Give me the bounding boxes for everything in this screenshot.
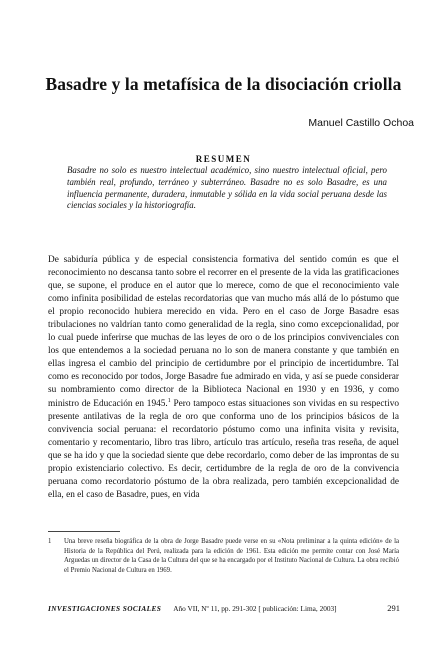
journal-name: INVESTIGACIONES SOCIALES	[48, 604, 162, 613]
article-title: Basadre y la metafísica de la disociación criolla	[45, 74, 402, 94]
page-number: 291	[387, 603, 400, 613]
footnote-number: 1	[48, 538, 52, 545]
body-text-after-note: Pero tampoco estas situaciones son vividas en su respectivo presente antilativas de la regla de oro que conforma uno de los principios básicos de la convivencia social peruana: el recordatorio póstumo como una infinita visita y revisita, comentario y recomentario, libro tras libro, artículo tras artículo, reseña tras reseña, de aquel que se ha ido y que la sociedad siente que debe recordarlo, como deber de las improntas de su propio existenciario colectivo. Es decir, certidumbre de la regla de oro de la convivencia peruana como recordatorio póstumo de la obra realizada, pero también excepcionalidad de ella, en el caso de Basadre, pues, en vida	[48, 398, 399, 500]
abstract-heading: RESUMEN	[195, 154, 252, 164]
body-paragraph	[48, 254, 399, 502]
article-author: Manuel Castillo Ochoa	[308, 117, 414, 129]
body-text-before-note: De sabiduría pública y de especial consistencia formativa del sentido común es que el reconocimiento no descansa tanto sobre el recorrer en el presente de la vida las gratificaciones que, se supone, el produce en el autor que lo merece, como de que el reconocimiento vale como infinita posibilidad de estelas recordatorias que van mucho más allá de lo póstumo que el propio reconocido hubiera merecido en vida. Pero en el caso de Jorge Basadre esas tribulaciones no valdrían tanto como generalidad de la regla, sino como excepcionalidad, por lo cual puede inferirse que muchas de las leyes de oro o de los principios convivenciales con los que entendemos a la sociedad peruana no lo son de manera constante y que también en ellas ingresa el cambio del principio de certidumbre por el principio de incertidumbre. Tal como es reconocido por todos, Jorge Basadre fue admirado en vida, y así se puede considerar su nombramiento como director de la Biblioteca Nacional en 1930 y en 1936, y como ministro de Educación en 1945.	[48, 255, 399, 409]
abstract-text: Basadre no solo es nuestro intelectual académico, sino nuestro intelectual oficial, pero también real, profundo, terráneo y subterráneo. Basadre no es solo Basadre, es una influencia permanente, duradera, inmutable y sólida en la vida social peruana desde las ciencias sociales y la historiografía.	[67, 165, 387, 211]
footnote-reference[interactable]: 1	[167, 397, 171, 404]
footnote-divider	[48, 531, 120, 532]
journal-citation: Año VII, Nº 11, pp. 291-302 [ publicación: Lima, 2003]	[173, 604, 337, 613]
footnote	[48, 537, 399, 575]
page-footer	[48, 603, 400, 613]
footnote-text: Una breve reseña biográfica de la obra de Jorge Basadre puede verse en su «Nota preliminar a la quinta edición» de la Historia de la República del Perú, realizada para la edición de 1961. Esta edición me permite contar con José María Arguedas un director de la Casa de la Cultura del que se ha encargado por el Instituto Nacional de Cultura. La obra recibió el Premio Nacional de Cultura en 1969.	[64, 538, 399, 574]
